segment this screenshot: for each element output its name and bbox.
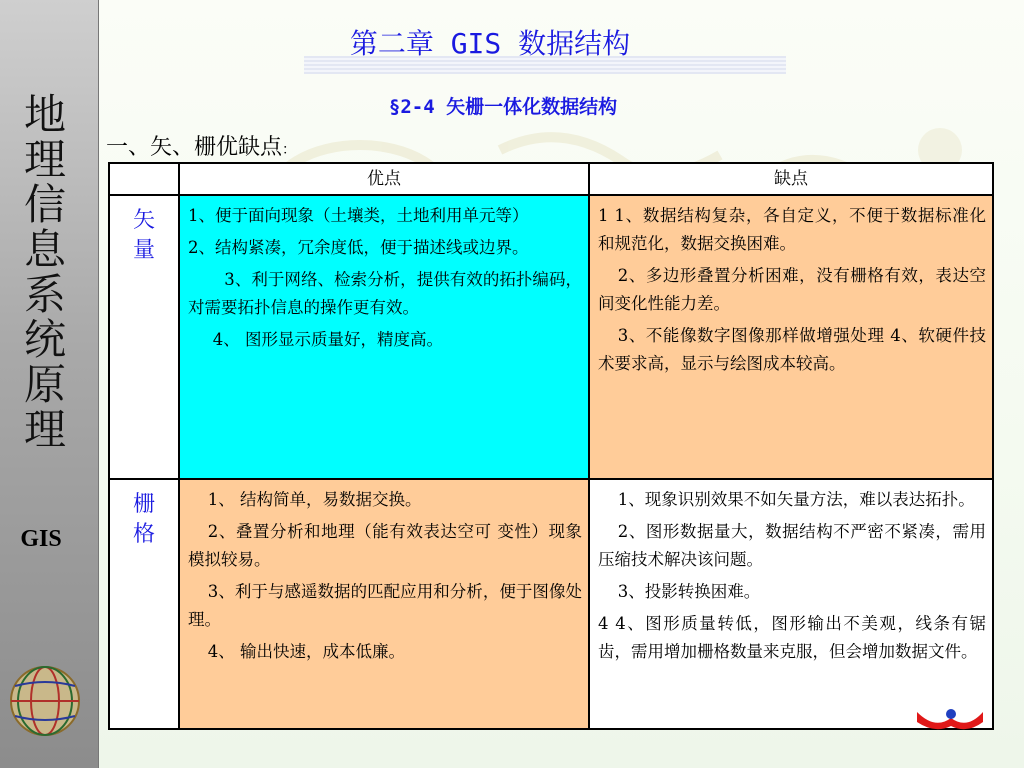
sidebar-title [0,92,90,452]
subheading-colon: ： [282,142,297,158]
sidebar-gis-label: GIS [20,526,62,552]
raster-con-item: 1、现象识别效果不如矢量方法，难以表达拓扑。 [617,490,975,509]
raster-pro-item: 2、叠置分析和地理（能有效表达空可 变性）现象模拟较易。 [188,522,582,569]
sidebar-title-char: 原 [23,360,66,409]
comparison-table [108,162,994,730]
vector-pros-cell [179,195,589,479]
table-corner-cell [109,163,179,195]
table-header-row [109,163,993,195]
vector-pro-item: 2、结构紧凑，冗余度低，便于描述线或边界。 [188,238,529,257]
globe-icon [4,660,86,742]
sidebar-title-char: 系 [23,270,66,319]
sidebar-title-char: 息 [23,225,66,274]
subheading [106,130,296,161]
row-label-vector [109,195,179,479]
column-header-pros: 优点 [179,163,589,195]
sidebar-title-char: 地 [23,90,66,139]
sidebar-title-char: 理 [23,135,66,184]
vector-con-item: 1 1、数据结构复杂，各自定义，不便于数据标准化和规范化，数据交换困难。 [598,206,986,253]
vector-pro-item: 3、利于网络、检索分析，提供有效的拓扑编码，对需要拓扑信息的操作更有效。 [188,270,582,317]
vector-pro-item: 4、 图形显示质量好，精度高。 [212,330,443,349]
raster-pro-item: 4、 输出快速，成本低廉。 [207,642,406,661]
raster-pros-cell [179,479,589,729]
vector-cons-cell [589,195,993,479]
raster-pro-item: 1、 结构简单，易数据交换。 [207,490,422,509]
raster-con-item: 3、投影转换困难。 [617,582,761,601]
subheading-text: 一、矢、栅优缺点 [106,135,283,160]
sidebar-title-char: 理 [23,405,66,454]
vector-con-item: 2、多边形叠置分析困难，没有栅格有效，表达空间变化性能力差。 [598,266,986,313]
raster-con-item: 4 4、图形质量转低，图形输出不美观，线条有锯齿，需用增加栅格数量来克服，但会增加数据文件。 [598,614,986,661]
sidebar-title-char: 信 [23,180,66,229]
section-title: §2-4 矢栅一体化数据结构 [388,96,618,118]
raster-cons-cell [589,479,993,729]
page-title: 第二章 GIS 数据结构 [349,27,631,60]
mascot-icon [915,708,985,732]
raster-con-item: 2、图形数据量大，数据结构不严密不紧凑，需用压缩技术解决该问题。 [598,522,986,569]
vector-pro-item: 1、便于面向现象（土壤类，土地利用单元等） [188,206,529,225]
raster-pro-item: 3、利于与感遥数据的匹配应用和分析，便于图像处理。 [188,582,582,629]
row-label-char: 矢 [132,208,155,233]
vector-con-item: 3、不能像数字图像那样做增强处理 4、软硬件技术要求高，显示与绘图成本较高。 [598,326,986,373]
sidebar [0,0,99,768]
table-row-vector [109,195,993,479]
row-label-char: 格 [132,522,155,547]
row-label-char: 栅 [132,492,155,517]
sidebar-title-char: 统 [23,315,66,364]
column-header-cons: 缺点 [589,163,993,195]
row-label-char: 量 [132,238,155,263]
row-label-raster [109,479,179,729]
table-row-raster [109,479,993,729]
